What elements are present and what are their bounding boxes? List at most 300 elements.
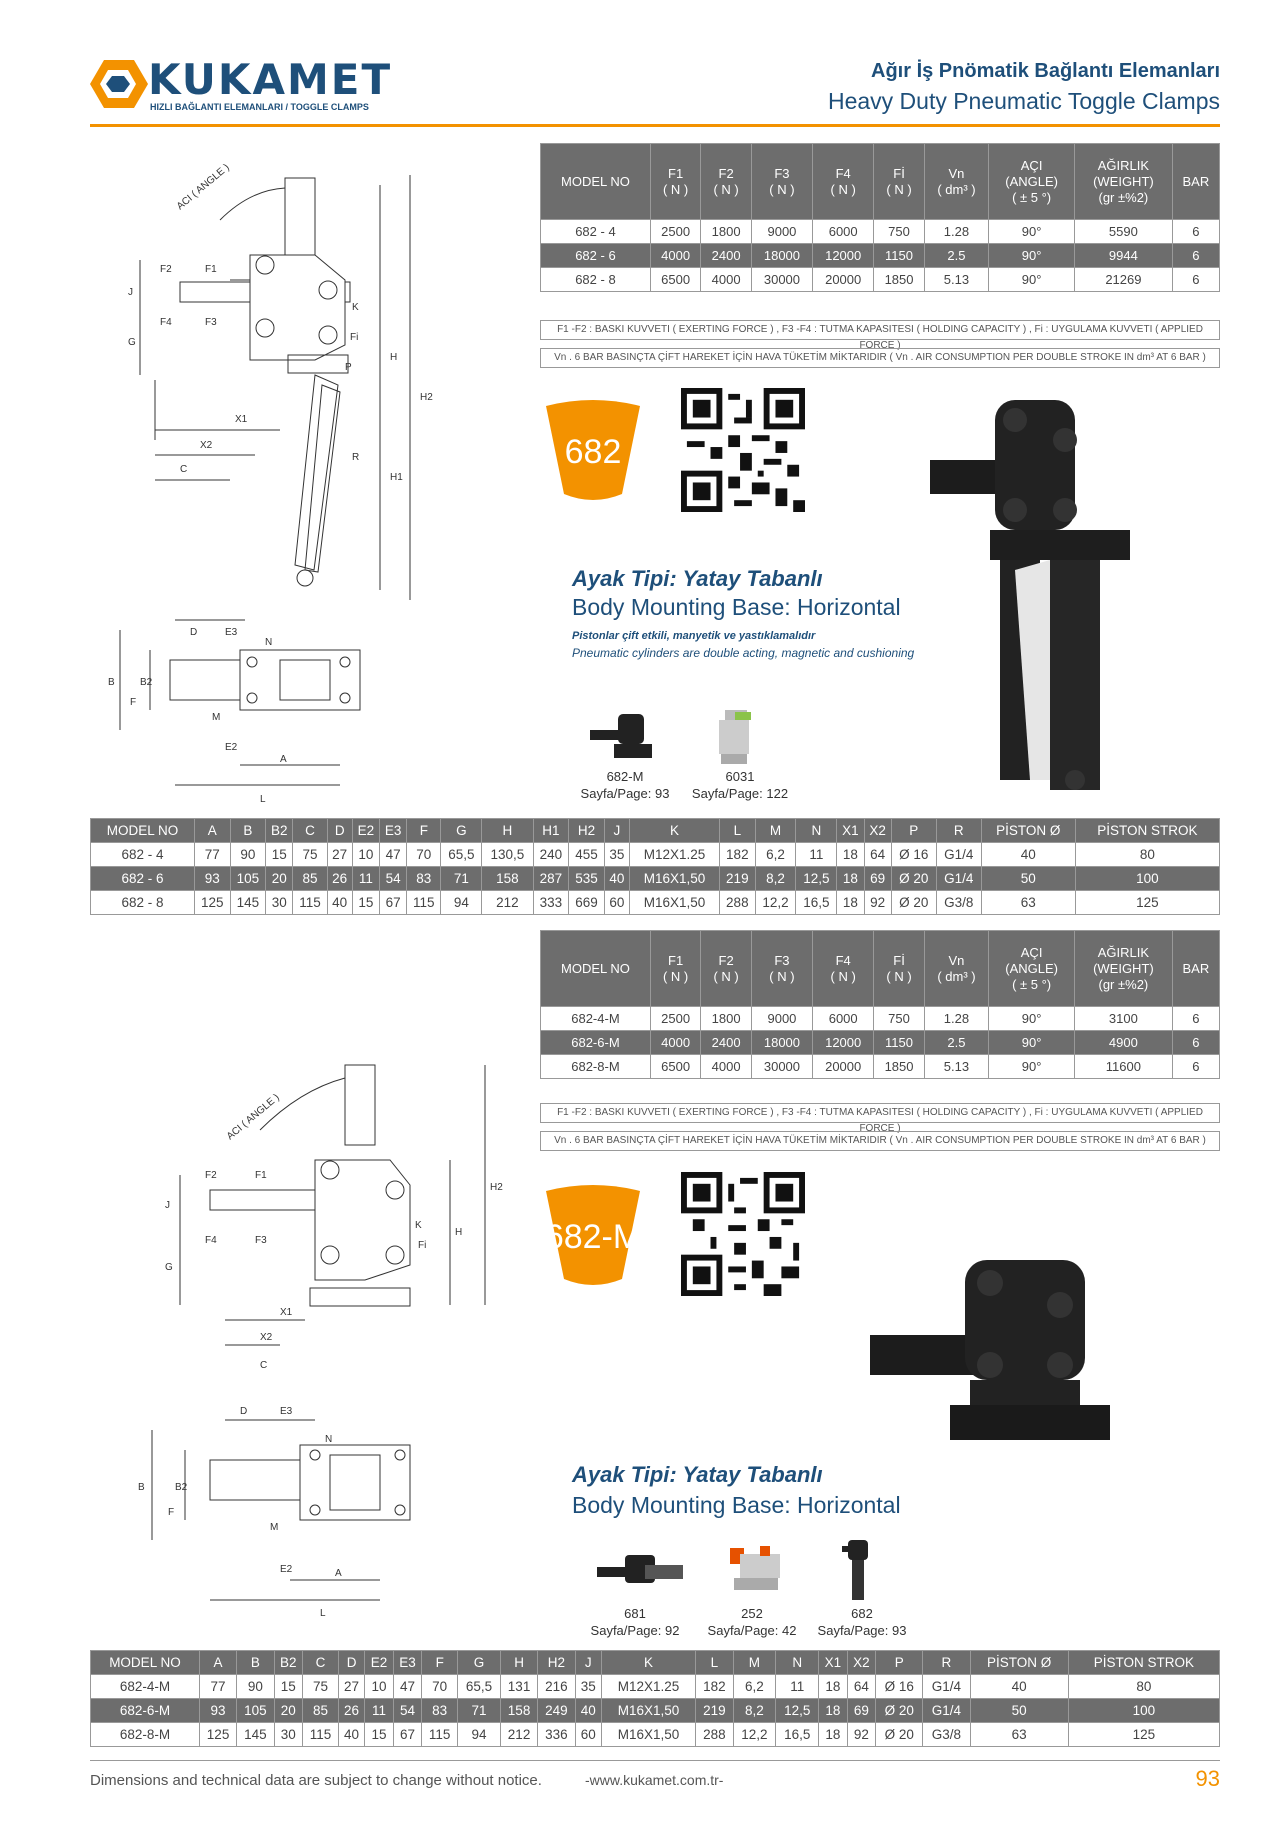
- table-cell: 26: [327, 867, 352, 891]
- table-cell: 115: [293, 891, 327, 915]
- table-cell: 21269: [1075, 268, 1173, 292]
- spec-table-682: [540, 143, 1220, 292]
- table-cell: 115: [422, 1723, 458, 1747]
- table-cell: 131: [500, 1675, 537, 1699]
- brand-name: KUKAMET: [148, 55, 393, 104]
- svg-text:A: A: [335, 1568, 342, 1579]
- ref-thumb-681: [595, 1545, 685, 1595]
- svg-text:D: D: [190, 627, 198, 638]
- table-cell: 54: [393, 1699, 422, 1723]
- dim-header-cell: B2: [274, 1651, 303, 1675]
- mount-type-en-682: Body Mounting Base: Horizontal: [572, 594, 901, 620]
- mount-type-tr-682-m: Ayak Tipi: Yatay Tabanlı: [572, 1462, 823, 1487]
- spec-header-cell: F3 ( N ): [751, 144, 812, 220]
- table-cell: 100: [1075, 867, 1219, 891]
- table-cell: 30000: [751, 268, 812, 292]
- table-cell: 20: [266, 867, 293, 891]
- table-cell: 682-4-M: [91, 1675, 200, 1699]
- table-cell: 16,5: [796, 891, 837, 915]
- table-cell: 115: [303, 1723, 339, 1747]
- table-cell: 47: [393, 1675, 422, 1699]
- table-cell: 158: [482, 867, 533, 891]
- svg-text:G: G: [165, 1262, 173, 1273]
- table-cell: 90°: [989, 1031, 1075, 1055]
- dim-header-cell: H2: [538, 1651, 575, 1675]
- table-cell: 11: [365, 1699, 394, 1723]
- svg-text:F: F: [130, 697, 137, 708]
- table-cell: 80: [1075, 843, 1219, 867]
- table-cell: 15: [266, 843, 293, 867]
- dim-header-cell: N: [776, 1651, 819, 1675]
- table-row: [91, 1675, 1220, 1699]
- table-cell: M16X1,50: [601, 1699, 695, 1723]
- table-row: [541, 220, 1220, 244]
- table-cell: Ø 20: [891, 867, 936, 891]
- table-cell: Ø 20: [876, 1723, 923, 1747]
- table-cell: 20000: [813, 268, 874, 292]
- table-cell: G3/8: [936, 891, 981, 915]
- table-cell: 54: [379, 867, 406, 891]
- table-cell: 6: [1172, 268, 1219, 292]
- table-cell: 682-6-M: [91, 1699, 200, 1723]
- table-cell: 63: [970, 1723, 1068, 1747]
- table-cell: 2500: [650, 220, 700, 244]
- technical-drawing-682-side: [100, 160, 440, 620]
- table-cell: 682-8-M: [541, 1055, 651, 1079]
- force-note-682: F1 -F2 : BASKI KUVVETI ( EXERTING FORCE ) , F3 -F4 : TUTMA KAPASITESI ( HOLDING CAPACITY ) , Fi : UYGULAMA KUVVETI ( APPLIED FORCE ): [540, 320, 1220, 340]
- table-cell: 90: [230, 843, 266, 867]
- table-cell: 12000: [813, 244, 874, 268]
- table-cell: 40: [970, 1675, 1068, 1699]
- table-cell: 682-8-M: [91, 1723, 200, 1747]
- dim-header-cell: J: [604, 819, 629, 843]
- table-cell: 682 - 8: [91, 891, 195, 915]
- table-cell: 90°: [989, 1007, 1075, 1031]
- table-cell: 63: [981, 891, 1075, 915]
- table-cell: 27: [327, 843, 352, 867]
- table-cell: M16X1,50: [629, 867, 719, 891]
- svg-text:K: K: [352, 302, 359, 313]
- dim-header-cell: L: [720, 819, 756, 843]
- table-cell: 2.5: [924, 244, 988, 268]
- svg-text:H2: H2: [490, 1182, 503, 1193]
- ref-page: Sayfa/Page: 122: [691, 786, 789, 801]
- air-note-682-m: Vn . 6 BAR BASINÇTA ÇİFT HAREKET İÇİN HAVA TÜKETİM MİKTARIDIR ( Vn . AIR CONSUMPTION PER DOUBLE STROKE IN dm³ AT 6 BAR ): [540, 1131, 1220, 1151]
- table-cell: 90: [237, 1675, 274, 1699]
- table-cell: 6,2: [733, 1675, 776, 1699]
- spec-header-cell: Vn ( dm³ ): [924, 931, 988, 1007]
- table-cell: 6000: [813, 1007, 874, 1031]
- svg-text:C: C: [260, 1360, 268, 1371]
- svg-text:H: H: [455, 1227, 463, 1238]
- ref-681[interactable]: [585, 1605, 685, 1639]
- svg-text:E3: E3: [225, 627, 238, 638]
- table-cell: 18000: [751, 1031, 812, 1055]
- table-cell: Ø 20: [876, 1699, 923, 1723]
- table-cell: 287: [533, 867, 569, 891]
- spec-header-cell: MODEL NO: [541, 931, 651, 1007]
- table-cell: 4900: [1075, 1031, 1173, 1055]
- table-row: [91, 1699, 1220, 1723]
- table-cell: 2.5: [924, 1031, 988, 1055]
- spec-header-cell: BAR: [1172, 144, 1219, 220]
- dim-header-cell: B2: [266, 819, 293, 843]
- dim-header-cell: E3: [379, 819, 406, 843]
- table-cell: 92: [847, 1723, 876, 1747]
- header-divider: [90, 124, 1220, 127]
- table-cell: 9000: [751, 1007, 812, 1031]
- svg-text:H2: H2: [420, 392, 433, 403]
- svg-text:ACI ( ANGLE ): ACI ( ANGLE ): [174, 162, 232, 213]
- spec-header-cell: F1 ( N ): [650, 931, 700, 1007]
- spec-table-682-m: [540, 930, 1220, 1079]
- dim-header-cell: PİSTON Ø: [970, 1651, 1068, 1675]
- force-note-682-m: F1 -F2 : BASKI KUVVETI ( EXERTING FORCE ) , F3 -F4 : TUTMA KAPASITESI ( HOLDING CAPACITY ) , Fi : UYGULAMA KUVVETI ( APPLIED FORCE ): [540, 1103, 1220, 1123]
- spec-header-cell: F4 ( N ): [813, 144, 874, 220]
- table-cell: 67: [379, 891, 406, 915]
- table-cell: 6: [1172, 1031, 1219, 1055]
- table-cell: 90°: [989, 220, 1075, 244]
- table-cell: 35: [604, 843, 629, 867]
- svg-text:F4: F4: [205, 1235, 217, 1246]
- table-cell: 3100: [1075, 1007, 1173, 1031]
- table-cell: 40: [575, 1699, 601, 1723]
- table-cell: 6: [1172, 1055, 1219, 1079]
- table-cell: 18000: [751, 244, 812, 268]
- table-cell: 182: [720, 843, 756, 867]
- svg-text:N: N: [325, 1434, 333, 1445]
- dim-header-cell: X1: [819, 1651, 848, 1675]
- dim-header-cell: H: [482, 819, 533, 843]
- dim-header-cell: C: [303, 1651, 339, 1675]
- table-cell: 11: [352, 867, 379, 891]
- table-cell: 20000: [813, 1055, 874, 1079]
- table-cell: 50: [981, 867, 1075, 891]
- ref-682[interactable]: [807, 1605, 917, 1639]
- table-cell: 85: [293, 867, 327, 891]
- table-cell: 2400: [701, 1031, 751, 1055]
- table-cell: 333: [533, 891, 569, 915]
- table-cell: 75: [303, 1675, 339, 1699]
- table-cell: 83: [422, 1699, 458, 1723]
- table-cell: 35: [575, 1675, 601, 1699]
- table-cell: 5590: [1075, 220, 1173, 244]
- table-cell: 1800: [701, 1007, 751, 1031]
- svg-text:K: K: [415, 1220, 422, 1231]
- table-cell: 15: [365, 1723, 394, 1747]
- table-cell: 90°: [989, 244, 1075, 268]
- table-cell: 6500: [650, 1055, 700, 1079]
- product-photo-682-m: [870, 1255, 1120, 1455]
- table-cell: 288: [720, 891, 756, 915]
- ref-6031[interactable]: [685, 768, 795, 802]
- table-cell: 12,5: [796, 867, 837, 891]
- dim-header-cell: H2: [569, 819, 605, 843]
- dim-header-cell: P: [876, 1651, 923, 1675]
- svg-text:D: D: [240, 1406, 248, 1417]
- table-cell: 85: [303, 1699, 339, 1723]
- table-cell: 71: [458, 1699, 501, 1723]
- dim-header-cell: X1: [837, 819, 864, 843]
- dim-header-cell: A: [199, 1651, 236, 1675]
- spec-header-cell: AĞIRLIK (WEIGHT) (gr ±%2): [1075, 931, 1173, 1007]
- svg-text:Fi: Fi: [350, 332, 359, 343]
- ref-page: Sayfa/Page: 93: [580, 786, 670, 801]
- table-row: [541, 244, 1220, 268]
- table-cell: 182: [696, 1675, 733, 1699]
- table-cell: 60: [575, 1723, 601, 1747]
- technical-drawing-682-top: [100, 620, 380, 810]
- table-cell: 92: [864, 891, 891, 915]
- table-cell: 535: [569, 867, 605, 891]
- table-row: [91, 891, 1220, 915]
- svg-text:B2: B2: [140, 677, 153, 688]
- table-cell: 69: [864, 867, 891, 891]
- table-cell: 65,5: [458, 1675, 501, 1699]
- dim-header-cell: PİSTON Ø: [981, 819, 1075, 843]
- dim-header-cell: D: [327, 819, 352, 843]
- svg-text:B: B: [108, 677, 115, 688]
- spec-header-cell: F3 ( N ): [751, 931, 812, 1007]
- table-cell: 64: [847, 1675, 876, 1699]
- ref-model: 252: [741, 1606, 763, 1621]
- dim-header-cell: D: [338, 1651, 364, 1675]
- air-note-682: Vn . 6 BAR BASINÇTA ÇİFT HAREKET İÇİN HAVA TÜKETİM MİKTARIDIR ( Vn . AIR CONSUMPTION PER DOUBLE STROKE IN dm³ AT 6 BAR ): [540, 348, 1220, 368]
- table-cell: 6000: [813, 220, 874, 244]
- dim-header-cell: R: [936, 819, 981, 843]
- svg-text:M: M: [212, 712, 221, 723]
- dim-header-cell: X2: [864, 819, 891, 843]
- qr-code-icon: [680, 1172, 806, 1296]
- table-cell: 27: [338, 1675, 364, 1699]
- table-row: [541, 1007, 1220, 1031]
- svg-text:M: M: [270, 1522, 279, 1533]
- dim-header-cell: K: [601, 1651, 695, 1675]
- table-cell: 336: [538, 1723, 575, 1747]
- svg-text:F1: F1: [205, 264, 217, 275]
- table-cell: 145: [230, 891, 266, 915]
- table-cell: 125: [1068, 1723, 1219, 1747]
- dim-header-cell: G: [441, 819, 482, 843]
- dim-header-cell: MODEL NO: [91, 1651, 200, 1675]
- table-cell: G1/4: [936, 867, 981, 891]
- table-cell: 65,5: [441, 843, 482, 867]
- dim-header-cell: E2: [352, 819, 379, 843]
- table-cell: Ø 16: [876, 1675, 923, 1699]
- dim-header-cell: C: [293, 819, 327, 843]
- svg-text:L: L: [320, 1608, 326, 1619]
- table-cell: 5.13: [924, 1055, 988, 1079]
- ref-page: Sayfa/Page: 42: [707, 1623, 797, 1638]
- table-cell: M16X1,50: [601, 1723, 695, 1747]
- table-cell: 6: [1172, 220, 1219, 244]
- table-cell: 1150: [874, 1031, 924, 1055]
- table-cell: 4000: [650, 1031, 700, 1055]
- table-cell: 158: [500, 1699, 537, 1723]
- dim-header-cell: E2: [365, 1651, 394, 1675]
- table-cell: 100: [1068, 1699, 1219, 1723]
- table-cell: 18: [819, 1699, 848, 1723]
- table-cell: M12X1.25: [601, 1675, 695, 1699]
- model-badge-682-m: [538, 1183, 648, 1293]
- table-cell: 682 - 4: [91, 843, 195, 867]
- table-cell: 240: [533, 843, 569, 867]
- ref-682-m[interactable]: [575, 768, 675, 802]
- table-row: [91, 1723, 1220, 1747]
- table-cell: 40: [981, 843, 1075, 867]
- svg-text:F3: F3: [205, 317, 217, 328]
- table-cell: 18: [819, 1675, 848, 1699]
- svg-text:Fi: Fi: [418, 1240, 427, 1251]
- table-cell: 1.28: [924, 220, 988, 244]
- table-cell: 15: [352, 891, 379, 915]
- table-cell: 47: [379, 843, 406, 867]
- table-cell: 80: [1068, 1675, 1219, 1699]
- table-cell: 105: [237, 1699, 274, 1723]
- table-cell: 455: [569, 843, 605, 867]
- table-cell: 2500: [650, 1007, 700, 1031]
- brand-subtitle: HIZLI BAĞLANTI ELEMANLARI / TOGGLE CLAMPS: [150, 102, 369, 112]
- table-cell: 750: [874, 1007, 924, 1031]
- table-cell: 40: [604, 867, 629, 891]
- spec-header-cell: F1 ( N ): [650, 144, 700, 220]
- page-number: 93: [1195, 1766, 1220, 1791]
- spec-header-cell: BAR: [1172, 931, 1219, 1007]
- table-cell: 288: [696, 1723, 733, 1747]
- spec-header-row: [541, 931, 1220, 1007]
- table-cell: 11: [796, 843, 837, 867]
- qr-code-icon: [680, 388, 806, 512]
- svg-text:X2: X2: [260, 1332, 273, 1343]
- dim-header-cell: E3: [393, 1651, 422, 1675]
- dim-header-cell: X2: [847, 1651, 876, 1675]
- dim-header-row: [91, 819, 1220, 843]
- table-cell: 4000: [701, 268, 751, 292]
- svg-text:ACI ( ANGLE ): ACI ( ANGLE ): [224, 1092, 282, 1143]
- ref-model: 6031: [725, 769, 755, 784]
- kukamet-logo-icon: [90, 58, 148, 110]
- ref-252[interactable]: [697, 1605, 807, 1639]
- table-row: [91, 867, 1220, 891]
- svg-text:X1: X1: [235, 414, 248, 425]
- table-cell: 219: [720, 867, 756, 891]
- technical-drawing-682-m-top: [130, 1400, 430, 1620]
- svg-text:F2: F2: [205, 1170, 217, 1181]
- table-cell: 90°: [989, 1055, 1075, 1079]
- table-cell: 50: [970, 1699, 1068, 1723]
- dim-header-cell: H1: [533, 819, 569, 843]
- svg-text:B2: B2: [175, 1482, 188, 1493]
- svg-text:X2: X2: [200, 440, 213, 451]
- table-cell: 83: [407, 867, 441, 891]
- table-cell: 40: [327, 891, 352, 915]
- badge-label: 682-M: [544, 1218, 642, 1256]
- table-cell: 10: [365, 1675, 394, 1699]
- mount-type-en-682-m: Body Mounting Base: Horizontal: [572, 1492, 901, 1518]
- ref-thumb-682-m: [588, 710, 658, 766]
- table-cell: 5.13: [924, 268, 988, 292]
- table-cell: 70: [407, 843, 441, 867]
- svg-text:N: N: [265, 637, 273, 648]
- svg-text:E2: E2: [225, 742, 238, 753]
- table-cell: 130,5: [482, 843, 533, 867]
- svg-text:E2: E2: [280, 1564, 293, 1575]
- dim-header-cell: PİSTON STROK: [1075, 819, 1219, 843]
- dim-header-cell: L: [696, 1651, 733, 1675]
- table-cell: 16,5: [776, 1723, 819, 1747]
- table-cell: 10: [352, 843, 379, 867]
- dim-header-cell: M: [755, 819, 796, 843]
- spec-header-cell: F2 ( N ): [701, 144, 751, 220]
- table-cell: 18: [837, 891, 864, 915]
- table-cell: 12000: [813, 1031, 874, 1055]
- table-cell: 18: [837, 843, 864, 867]
- table-cell: 212: [500, 1723, 537, 1747]
- table-cell: 669: [569, 891, 605, 915]
- table-cell: 105: [230, 867, 266, 891]
- table-cell: 75: [293, 843, 327, 867]
- table-cell: 12,2: [755, 891, 796, 915]
- table-cell: 1.28: [924, 1007, 988, 1031]
- table-cell: 93: [194, 867, 230, 891]
- table-cell: 60: [604, 891, 629, 915]
- table-cell: 682 - 6: [541, 244, 651, 268]
- dim-header-cell: J: [575, 1651, 601, 1675]
- table-cell: 77: [199, 1675, 236, 1699]
- table-cell: 1850: [874, 268, 924, 292]
- table-cell: 125: [194, 891, 230, 915]
- spec-header-cell: Fİ ( N ): [874, 144, 924, 220]
- table-cell: 4000: [650, 244, 700, 268]
- table-cell: 64: [864, 843, 891, 867]
- table-cell: 12,5: [776, 1699, 819, 1723]
- table-cell: 682 - 8: [541, 268, 651, 292]
- spec-header-cell: F2 ( N ): [701, 931, 751, 1007]
- footer-website[interactable]: -www.kukamet.com.tr-: [585, 1772, 724, 1788]
- table-cell: 67: [393, 1723, 422, 1747]
- spec-header-cell: AÇI (ANGLE) ( ± 5 °): [989, 931, 1075, 1007]
- svg-text:L: L: [260, 794, 266, 805]
- table-cell: 145: [237, 1723, 274, 1747]
- table-cell: 6,2: [755, 843, 796, 867]
- table-cell: 750: [874, 220, 924, 244]
- dimension-table-682: [90, 818, 1220, 915]
- spec-header-cell: AĞIRLIK (WEIGHT) (gr ±%2): [1075, 144, 1173, 220]
- svg-text:F3: F3: [255, 1235, 267, 1246]
- table-cell: 216: [538, 1675, 575, 1699]
- svg-text:X1: X1: [280, 1307, 293, 1318]
- table-cell: 219: [696, 1699, 733, 1723]
- table-cell: 30: [266, 891, 293, 915]
- dim-header-cell: MODEL NO: [91, 819, 195, 843]
- table-cell: 6500: [650, 268, 700, 292]
- table-cell: 70: [422, 1675, 458, 1699]
- dim-header-cell: G: [458, 1651, 501, 1675]
- badge-label: 682: [564, 433, 622, 471]
- table-cell: 1150: [874, 244, 924, 268]
- table-cell: 682 - 4: [541, 220, 651, 244]
- ref-model: 682-M: [606, 769, 644, 784]
- table-cell: 18: [819, 1723, 848, 1747]
- table-cell: 11: [776, 1675, 819, 1699]
- dim-header-row: [91, 1651, 1220, 1675]
- table-cell: 2400: [701, 244, 751, 268]
- ref-model: 681: [624, 1606, 646, 1621]
- spec-header-cell: Fİ ( N ): [874, 931, 924, 1007]
- table-cell: G3/8: [923, 1723, 970, 1747]
- table-cell: 212: [482, 891, 533, 915]
- piston-note-tr: Pistonlar çift etkili, manyetik ve yastıklamalıdır: [572, 630, 816, 642]
